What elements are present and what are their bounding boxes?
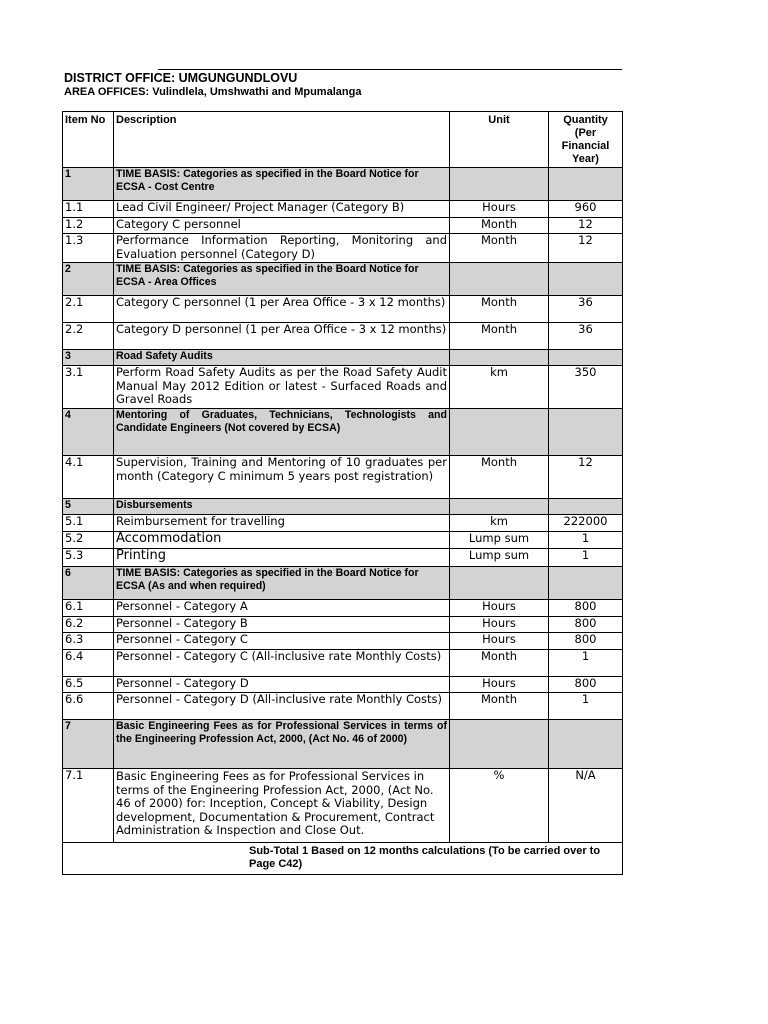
unit xyxy=(450,499,549,515)
description: Basic Engineering Fees as for Professional Services in terms of the Engineering Profession Act, 2000, (Act No. 46 of 2000) for: Inception, Concept & Viability, Design development, Documentation & Procurement, Contract Administration & Inspection and Close Out. xyxy=(114,769,450,843)
unit: Hours xyxy=(450,633,549,650)
unit xyxy=(450,409,549,456)
item-no: 2.1 xyxy=(63,296,114,323)
subtotal-cell xyxy=(63,843,623,875)
quantity: 800 xyxy=(549,600,623,617)
item-no: 1.3 xyxy=(63,234,114,263)
table-row xyxy=(63,549,623,567)
description: Basic Engineering Fees as for Professional Services in terms of the Engineering Profession Act, 2000, (Act No. 46 of 2000) xyxy=(114,720,450,769)
unit: Month xyxy=(450,323,549,350)
item-no: 7 xyxy=(63,720,114,769)
table-row xyxy=(63,234,623,263)
unit: Month xyxy=(450,650,549,677)
item-no: 6.6 xyxy=(63,693,114,720)
quantity xyxy=(549,263,623,296)
section-row xyxy=(63,409,623,456)
unit: km xyxy=(450,366,549,409)
unit: Month xyxy=(450,234,549,263)
quantity: 36 xyxy=(549,323,623,350)
item-no: 3.1 xyxy=(63,366,114,409)
unit: % xyxy=(450,769,549,843)
description: TIME BASIS: Categories as specified in the Board Notice for ECSA - Area Offices xyxy=(114,263,450,296)
unit: Hours xyxy=(450,201,549,218)
quantity: 800 xyxy=(549,633,623,650)
header-unit: Unit xyxy=(450,112,549,168)
description: Personnel - Category D (All-inclusive rate Monthly Costs) xyxy=(114,693,450,720)
quantity: 800 xyxy=(549,617,623,633)
item-no: 1 xyxy=(63,168,114,201)
item-no: 1.2 xyxy=(63,218,114,234)
unit xyxy=(450,720,549,769)
description: Personnel - Category A xyxy=(114,600,450,617)
description: Personnel - Category C xyxy=(114,633,450,650)
description: Accommodation xyxy=(114,532,450,549)
subtotal-row xyxy=(63,843,623,875)
description: TIME BASIS: Categories as specified in the Board Notice for ECSA - Cost Centre xyxy=(114,168,450,201)
item-no: 1.1 xyxy=(63,201,114,218)
item-no: 6.3 xyxy=(63,633,114,650)
section-row xyxy=(63,720,623,769)
description: Personnel - Category C (All-inclusive rate Monthly Costs) xyxy=(114,650,450,677)
section-row xyxy=(63,263,623,296)
district-office-title: DISTRICT OFFICE: UMGUNGUNDLOVU xyxy=(64,71,298,85)
table-row xyxy=(63,693,623,720)
quantity: 222000 xyxy=(549,515,623,532)
description: Disbursements xyxy=(114,499,450,515)
description: Category C personnel (1 per Area Office - 3 x 12 months) xyxy=(114,296,450,323)
quantity: 1 xyxy=(549,532,623,549)
quantity: N/A xyxy=(549,769,623,843)
table-row xyxy=(63,650,623,677)
unit: Lump sum xyxy=(450,532,549,549)
unit: Hours xyxy=(450,617,549,633)
description: Perform Road Safety Audits as per the Road Safety Audit Manual May 2012 Edition or latest - Surfaced Roads and Gravel Roads xyxy=(114,366,450,409)
table-row xyxy=(63,532,623,549)
quantity: 12 xyxy=(549,456,623,499)
description: TIME BASIS: Categories as specified in the Board Notice for ECSA (As and when required) xyxy=(114,567,450,600)
description: Lead Civil Engineer/ Project Manager (Category B) xyxy=(114,201,450,218)
unit xyxy=(450,567,549,600)
unit: Month xyxy=(450,218,549,234)
header-quantity: Quantity (Per Financial Year) xyxy=(549,112,623,168)
unit: Hours xyxy=(450,600,549,617)
item-no: 5 xyxy=(63,499,114,515)
table-row xyxy=(63,677,623,693)
unit: Month xyxy=(450,296,549,323)
description: Category C personnel xyxy=(114,218,450,234)
table-row xyxy=(63,515,623,532)
table-row xyxy=(63,366,623,409)
description: Personnel - Category B xyxy=(114,617,450,633)
unit xyxy=(450,263,549,296)
quantity: 1 xyxy=(549,650,623,677)
header-item-no: Item No xyxy=(63,112,114,168)
item-no: 7.1 xyxy=(63,769,114,843)
unit: Lump sum xyxy=(450,549,549,567)
description: Performance Information Reporting, Monitoring and Evaluation personnel (Category D) xyxy=(114,234,450,263)
item-no: 4 xyxy=(63,409,114,456)
quantity xyxy=(549,720,623,769)
subtotal-label: Sub-Total 1 Based on 12 months calculations (To be carried over to Page C42) xyxy=(249,845,601,870)
item-no: 5.3 xyxy=(63,549,114,567)
section-row xyxy=(63,567,623,600)
top-rule xyxy=(158,69,622,70)
quantity xyxy=(549,499,623,515)
description: Personnel - Category D xyxy=(114,677,450,693)
table-row xyxy=(63,218,623,234)
unit: Month xyxy=(450,456,549,499)
section-row xyxy=(63,350,623,366)
item-no: 6.5 xyxy=(63,677,114,693)
section-row xyxy=(63,168,623,201)
table-header-row xyxy=(63,112,623,168)
description: Reimbursement for travelling xyxy=(114,515,450,532)
table-row xyxy=(63,633,623,650)
section-row xyxy=(63,499,623,515)
unit xyxy=(450,350,549,366)
table-row xyxy=(63,769,623,843)
item-no: 5.1 xyxy=(63,515,114,532)
quantity: 12 xyxy=(549,234,623,263)
item-no: 6.4 xyxy=(63,650,114,677)
item-no: 4.1 xyxy=(63,456,114,499)
quantity xyxy=(549,567,623,600)
item-no: 2 xyxy=(63,263,114,296)
table-row xyxy=(63,201,623,218)
quantity xyxy=(549,350,623,366)
unit: km xyxy=(450,515,549,532)
quantity: 1 xyxy=(549,693,623,720)
description: Road Safety Audits xyxy=(114,350,450,366)
quantity: 12 xyxy=(549,218,623,234)
description: Mentoring of Graduates, Technicians, Technologists and Candidate Engineers (Not covered by ECSA) xyxy=(114,409,450,456)
unit: Month xyxy=(450,693,549,720)
schedule-table xyxy=(62,111,623,875)
description: Category D personnel (1 per Area Office - 3 x 12 months) xyxy=(114,323,450,350)
quantity: 36 xyxy=(549,296,623,323)
item-no: 5.2 xyxy=(63,532,114,549)
item-no: 6.2 xyxy=(63,617,114,633)
table-row xyxy=(63,617,623,633)
area-offices-subtitle: AREA OFFICES: Vulindlela, Umshwathi and Mpumalanga xyxy=(64,86,362,98)
item-no: 6 xyxy=(63,567,114,600)
header-description: Description xyxy=(114,112,450,168)
item-no: 6.1 xyxy=(63,600,114,617)
quantity: 800 xyxy=(549,677,623,693)
quantity: 960 xyxy=(549,201,623,218)
quantity xyxy=(549,168,623,201)
table-row xyxy=(63,600,623,617)
table-row xyxy=(63,456,623,499)
table-row xyxy=(63,323,623,350)
item-no: 3 xyxy=(63,350,114,366)
description: Supervision, Training and Mentoring of 10 graduates per month (Category C minimum 5 years post registration) xyxy=(114,456,450,499)
table-row xyxy=(63,296,623,323)
quantity xyxy=(549,409,623,456)
unit xyxy=(450,168,549,201)
quantity: 1 xyxy=(549,549,623,567)
description: Printing xyxy=(114,549,450,567)
item-no: 2.2 xyxy=(63,323,114,350)
quantity: 350 xyxy=(549,366,623,409)
unit: Hours xyxy=(450,677,549,693)
